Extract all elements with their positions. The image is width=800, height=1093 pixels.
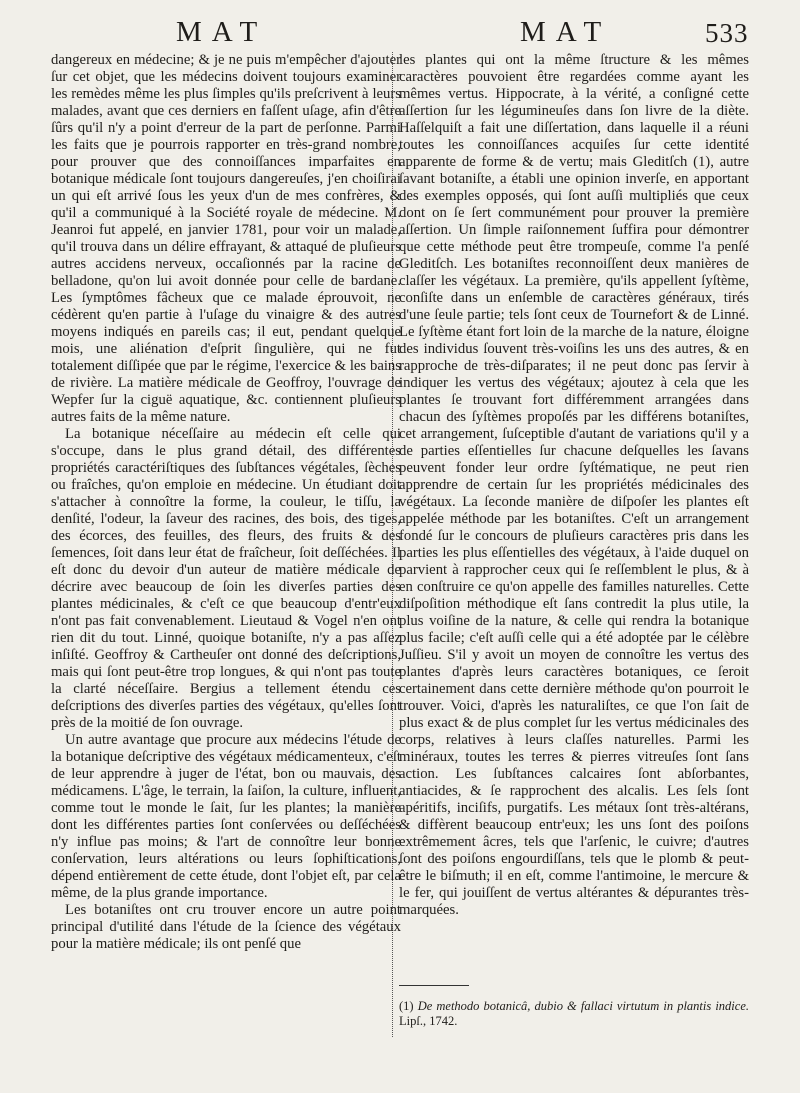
page-number: 533 [705,18,749,48]
footnote-imprint: Lipſ., 1742. [399,1014,458,1028]
paragraph: Les botaniſtes ont cru trouver encore un autre point principal d'utilité dans l'étude de la ſcience des végétaux pour la matière médicale; ils ont penſé que [51,902,401,952]
paragraph: La botanique néceſſaire au médecin eſt celle qui s'occupe, dans le plus grand détail, des différentes propriétés caractériſtiques des ſubſtances végétales, ſèches ou fraîches, qu'on emploie en médecine. Un étudiant doit s'attacher à connoître la forme, la couleur, le tiſſu, la denſité, l'odeur, la ſaveur des racines, des bois, des tiges, des écorces, des feuilles, des fleurs, des fruits & des ſemences, ſoit dans leur état de fraîcheur, ſoit deſſéchées. Il eſt donc du devoir d'un auteur de matière médicale de décrire avec beaucoup de ſoin les diverſes parties des plantes médicinales, & c'eſt ce que beaucoup d'entr'eux n'ont pas fait convenablement. Lieutaud & Vogel n'en ont rien dit du tout. Linné, quoique botaniſte, n'y a pas aſſez inſiſté. Geoffroy & Cartheuſer ont donné des deſcriptions, mais qui ſont peut-être trop longues, & qui n'ont pas toute la clarté néceſſaire. Bergius a tellement étendu ces deſcriptions des diverſes parties des végétaux, qu'elles ſont près de la moitié de ſon ouvrage. [51,426,401,731]
left-column [51,52,401,953]
footnote-rule [399,985,469,986]
paragraph: les plantes qui ont la même ſtructure & les mêmes caractères pouvoient être regardées comme ayant les mêmes vertus. Hippocrate, à la vérité, a conſigné cette aſſertion ſur les légumineuſes dans ſon livre de la diète. Haſſelquiſt a fait une diſſertation, dans laquelle il a réuni toutes les connoiſſances acquiſes ſur cette identité apparente de forme & de vertu; mais Gleditſch (1), autre ſavant botaniſte, a établi une opinion inverſe, en apportant des exemples opposés, qui ſont auſſi multipliés que ceux dont on ſe ſert communément pour prouver la première aſſertion. Un ſimple raiſonnement ſuffira pour démontrer que cette méthode peut être trompeuſe, comme l'a penſé Gleditſch. Les botaniſtes reconnoiſſent deux manières de claſſer les végétaux. La première, qu'ils appellent ſyſtème, conſiſte dans un enſemble de caractères généraux, tirés d'une ſeule partie; tels ſont ceux de Tournefort & de Linné. Le ſyſtème étant fort loin de la marche de la nature, éloigne des individus ſouvent très-voiſins les uns des autres, & en rapproche de très-diſparates; il ne peut donc pas ſervir à indiquer les vertus des végétaux; ajoutez à cela que les plantes ſe trouvant fort différemment arrangées dans chacun des ſyſtèmes propoſés par les différens botaniſtes, cet arrangement, ſuſceptible d'autant de variations qu'il y a de parties eſſentielles ſur chacune deſquelles les ſavans peuvent fonder leur ordre ſyſtématique, ne peut rien apprendre de certain ſur les propriétés médicinales des végétaux. La ſeconde manière de diſpoſer les plantes eſt appelée méthode par les botaniſtes. C'eſt un arrangement fondé ſur le concours de pluſieurs caractères pris dans les parties les plus eſſentielles des végétaux, à l'aide duquel on parvient à rapprocher ceux qui ſe reſſemblent le plus, & à en conſtruire ce qu'on appelle des familles naturelles. Cette diſpoſition méthodique eſt ſans contredit la plus utile, la plus voiſine de la nature, & celle qui rendra la botanique plus facile; c'eſt auſſi celle qui a été adoptée par le célèbre Juſſieu. S'il y avoit un moyen de connoître les vertus des plantes d'après leurs caractères botaniques, ce ſeroit certainement dans cette dernière méthode qu'on pourroit le trouver. Voici, d'après les naturaliſtes, ce que l'on ſait de plus exact & de plus complet ſur les vertus médicinales des corps, relatives à leurs claſſes naturelles. Parmi les minéraux, toutes les terres & pierres vitreuſes ſont ſans action. Les ſubſtances calcaires ſont abſorbantes, antiacides, & ſe rapprochent des alcalis. Les ſels ſont apéritifs, inciſifs, purgatifs. Les métaux ſont très-altérans, & diffèrent beaucoup entr'eux; les uns ſont des poiſons extrêmement âcres, tels que l'arſenic, le cuivre; d'autres ſont des poiſons engourdiſſans, tels que le plomb & peut-être le biſmuth; il en eſt, comme l'antimoine, le mercure & le fer, qui jouiſſent de vertus altérantes & dépurantes très-marquées. [399,52,749,918]
footnote-title: De methodo botanicâ, dubio & fallaci virtutum in plantis indice. [417,999,749,1013]
footnote [399,999,749,1029]
paragraph: Un autre avantage que procure aux médecins l'étude de la botanique deſcriptive des végétaux médicamenteux, c'eſt de leur apprendre à juger de l'état, bon ou mauvais, des médicamens. L'âge, le terrain, la ſaiſon, la culture, influent, comme tout le monde le ſait, ſur les plantes; la manière dont les différentes parties ſont conſervées ou deſſéchées n'y influe pas moins; & l'art de connoître leur bonne conſervation, leurs altérations ou leurs ſophiſtications, dépend entièrement de cette étude, dont l'objet eſt, par cela même, de la plus grande importance. [51,732,401,901]
running-head-right: MAT [520,16,612,48]
paragraph: dangereux en médecine; & je ne puis m'empêcher d'ajouter ſur cet objet, que les médecins doivent toujours examiner les remèdes même les plus ſimples qu'ils preſcrivent à leurs malades, avant que ces derniers en faſſent uſage, afin d'être ſûrs qu'il n'y a point d'erreur de la part de perſonne. Parmi les faits que je pourrois rapporter en très-grand nombre, pour prouver que des connoiſſances imparfaites en botanique médicale ſont toujours dangereuſes, j'en choiſirai un qui eſt arrivé ſous les yeux d'un de mes confrères, & qu'il a communiqué à la Société royale de médecine. M. Jeanroi fut appelé, en janvier 1781, pour voir un malade, qu'il trouva dans un délire effrayant, & attaqué de pluſieurs autres accidens nerveux, occaſionnés par la racine de belladone, qu'on lui avoit donnée pour celle de bardane. Les ſymptômes fâcheux que ce malade éprouvoit, ne cédèrent qu'en partie à l'uſage du vinaigre & des autres moyens indiqués en pareils cas; il eut, pendant quelque mois, une aliénation d'eſprit ſingulière, qui ne fut totalement diſſipée que par le régime, l'exercice & les bains de rivière. La matière médicale de Geoffroy, l'ouvrage de Wepfer ſur la ciguë aquatique, &c. contiennent pluſieurs autres faits de la même nature. [51,52,401,425]
right-column [399,52,749,919]
footnote-marker: (1) [399,999,414,1013]
running-head-left: MAT [176,16,268,48]
